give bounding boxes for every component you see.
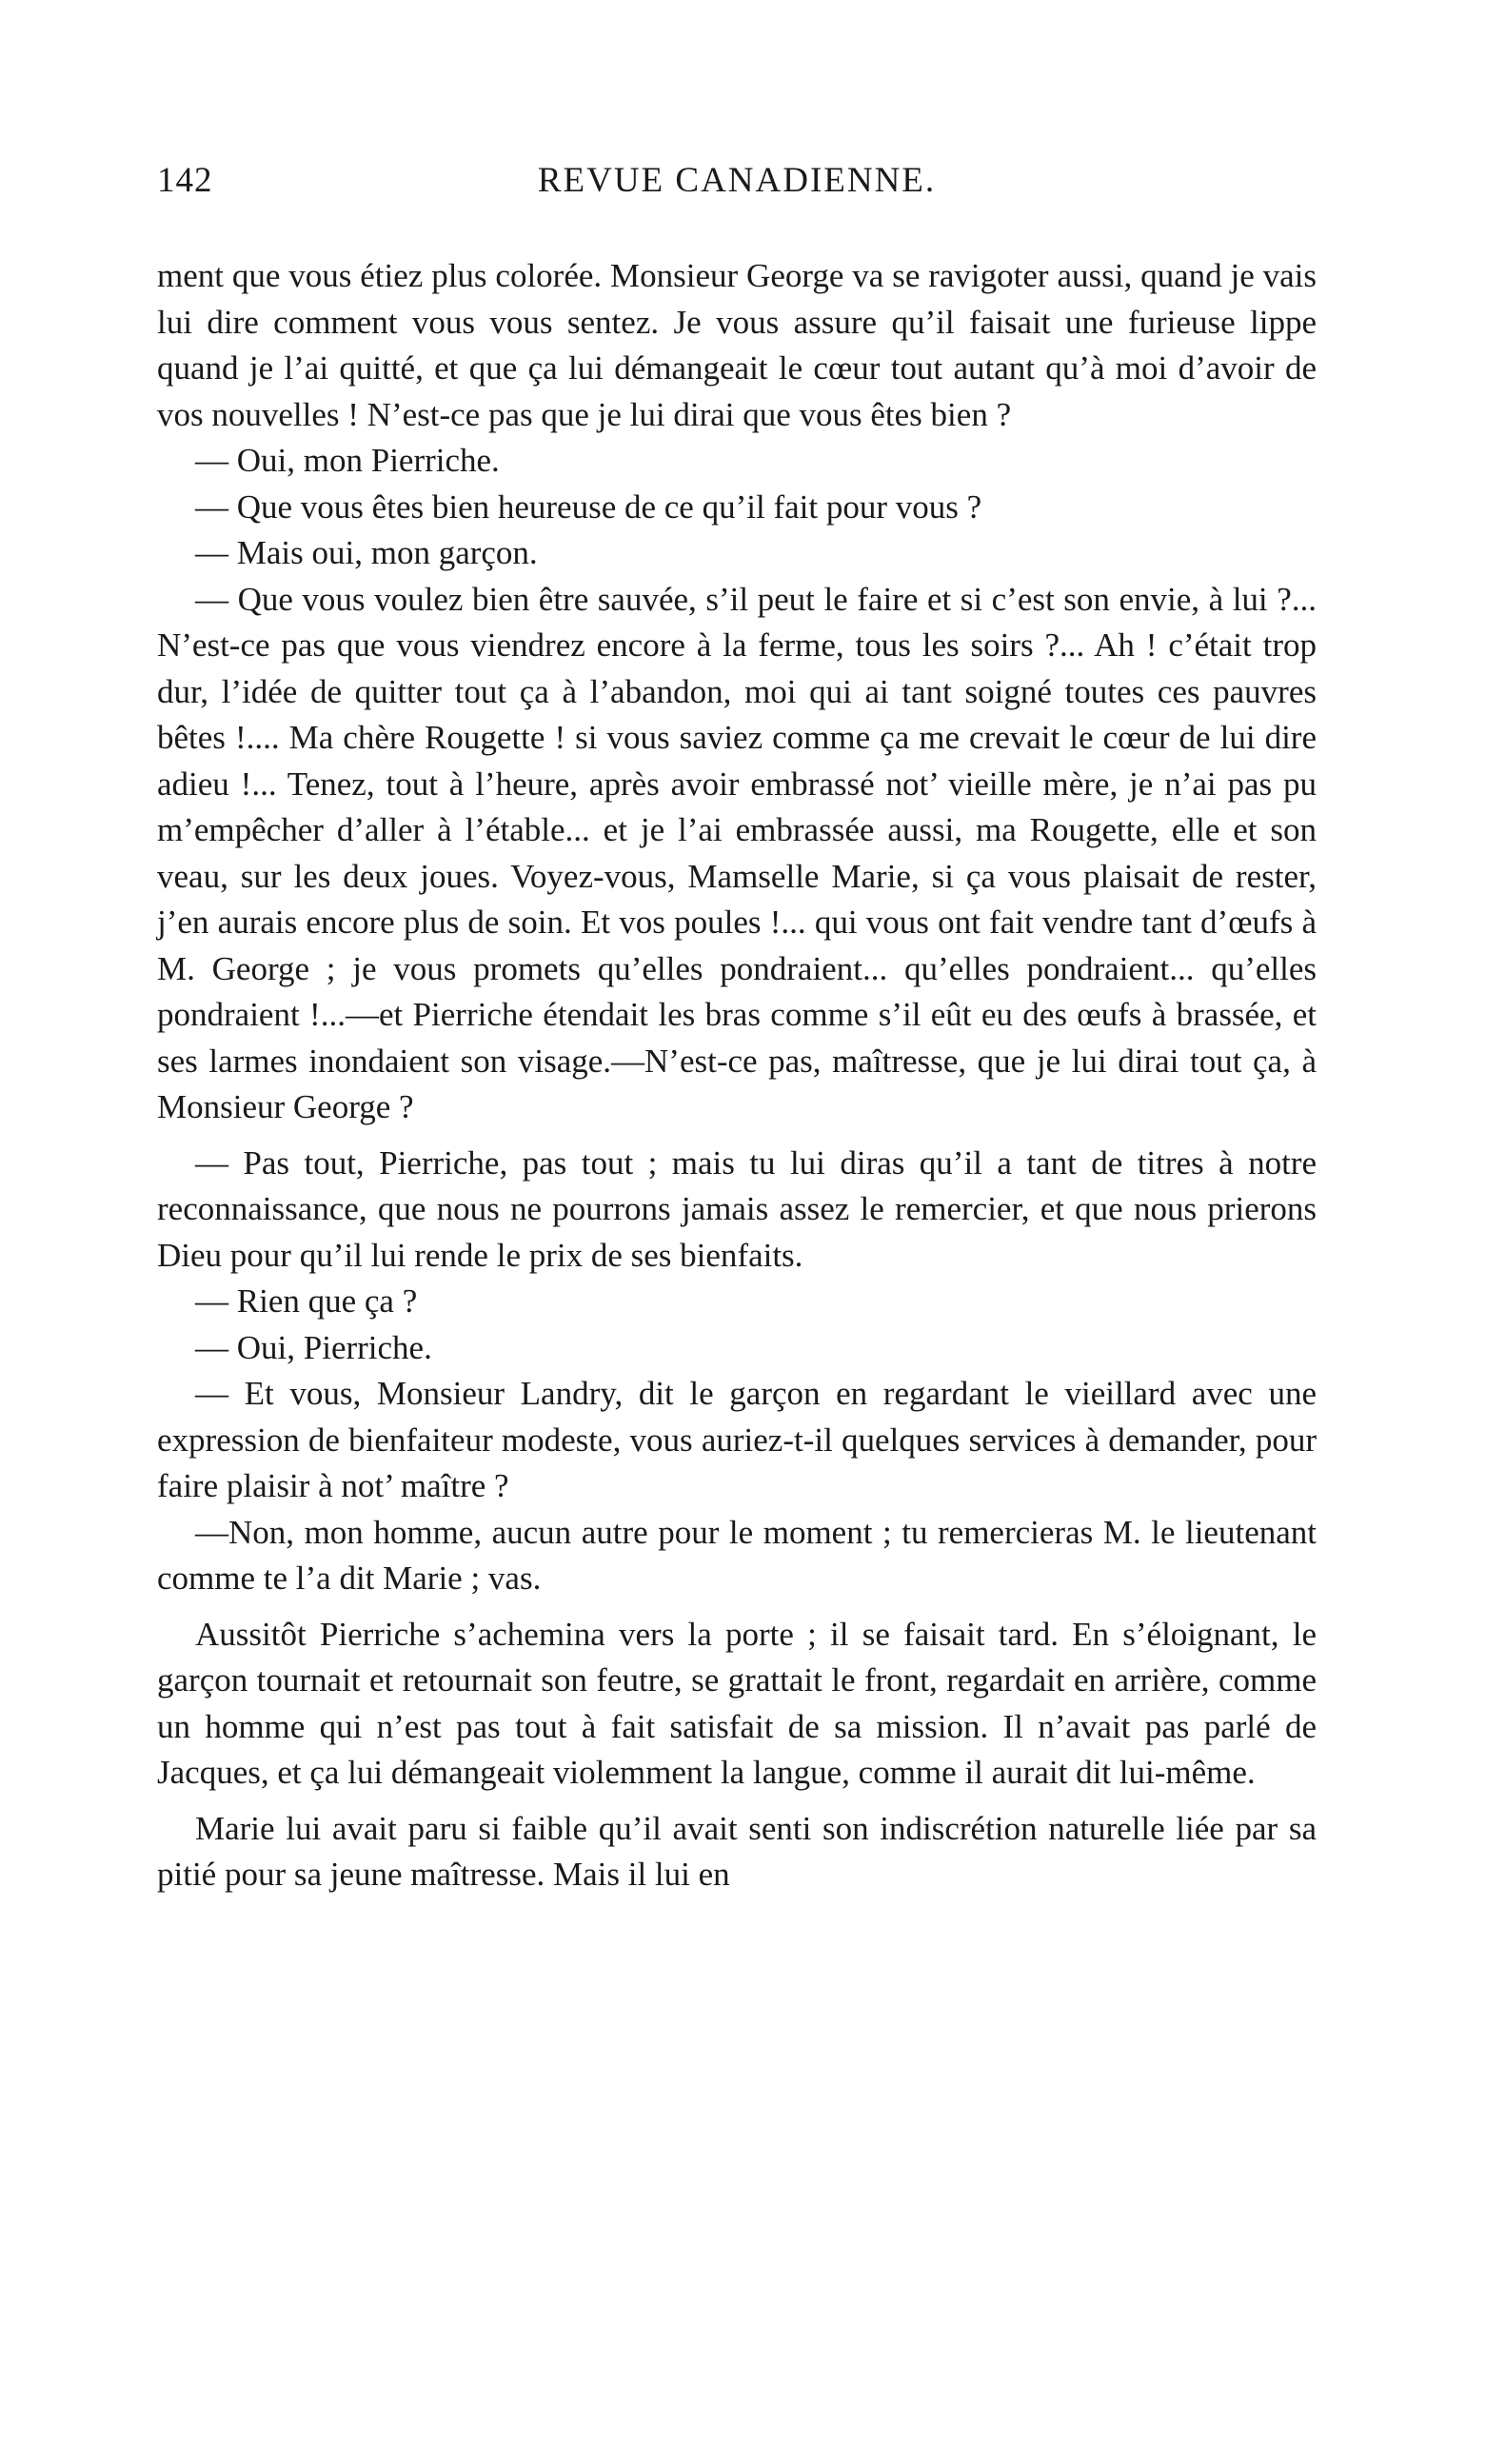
dialogue-line: — Rien que ça ?	[195, 1282, 418, 1320]
dialogue-paragraph: —Non, mon homme, aucun autre pour le moment ; tu remercieras M. le lieutenant comme te l’a dit Marie ; vas.	[157, 1513, 1317, 1597]
dialogue-line: — Oui, mon Pierriche.	[195, 442, 500, 479]
running-head	[157, 160, 1317, 217]
dialogue-line: — Que vous êtes bien heureuse de ce qu’il fait pour vous ?	[195, 487, 982, 526]
dialogue-line: — Oui, Pierriche.	[195, 1328, 432, 1366]
narrative-paragraph: Aussitôt Pierriche s’achemina vers la porte ; il se faisait tard. En s’éloignant, le garçon tournait et retournait son feutre, se grattait le front, regardait en arrière, comme un homme qui n’est pas tout à fait satisfait de sa mission. Il n’avait pas parlé de Jacques, et ça lui démangeait violemment la langue, comme il aurait dit lui-même.	[157, 1615, 1317, 1791]
dialogue-line: — Mais oui, mon garçon.	[195, 534, 538, 571]
narrative-paragraph: Marie lui avait paru si faible qu’il avait senti son indiscrétion naturelle liée par sa pitié pour sa jeune maîtresse. Mais il lui en	[157, 1809, 1317, 1893]
dialogue-paragraph: — Pas tout, Pierriche, pas tout ; mais tu lui diras qu’il a tant de titres à notre reconnaissance, que nous ne pourrons jamais assez le remercier, et que nous prierons Dieu pour qu’il lui rende le prix de ses bienfaits.	[157, 1143, 1317, 1274]
body-text	[157, 253, 1317, 1898]
journal-title: REVUE CANADIENNE.	[537, 161, 937, 200]
dialogue-paragraph: — Que vous voulez bien être sauvée, s’il peut le faire et si c’est son envie, à lui ?... N’est-ce pas que vous viendrez encore à la ferme, tous les soirs ?... Ah ! c’était trop dur, l’idée de quitter tout ça à l’abandon, moi qui ai tant soigné toutes ces pauvres bêtes !.... Ma chère Rougette ! si vous saviez comme ça me crevait le cœur de lui dire adieu !... Tenez, tout à l’heure, après avoir embrassé not’ vieille mère, je n’ai pas pu m’empêcher d’aller à l’étable... et je l’ai embrassée aussi, ma Rougette, elle et son veau, sur les deux joues. Voyez-vous, Mamselle Marie, si ça vous plaisait de rester, j’en aurais encore plus de soin. Et vos poules !... qui vous ont fait vendre tant d’œufs à M. George ; je vous promets qu’elles pondraient... qu’elles pondraient... qu’elles pondraient !...—et Pierriche étendait les bras comme s’il eût eu des œufs à brassée, et ses larmes inondaient son visage.—N’est-ce pas, maîtresse, que je lui dirai tout ça, à Monsieur George ?	[157, 580, 1317, 1125]
page-number: 142	[157, 161, 213, 200]
dialogue-paragraph: — Et vous, Monsieur Landry, dit le garçon en regardant le vieillard avec une expression de bienfaiteur modeste, vous auriez-t-il quelques services à demander, pour faire plaisir à not’ maître ?	[157, 1375, 1317, 1504]
book-page	[157, 160, 1317, 1898]
paragraph-continuation: ment que vous étiez plus colorée. Monsieur George va se ravigoter aussi, quand je vais lui dire comment vous vous sentez. Je vous assure qu’il faisait une furieuse lippe quand je l’ai quitté, et que ça lui démangeait le cœur tout autant qu’à moi d’avoir de vos nouvelles ! N’est-ce pas que je lui dirai que vous êtes bien ?	[157, 257, 1317, 433]
